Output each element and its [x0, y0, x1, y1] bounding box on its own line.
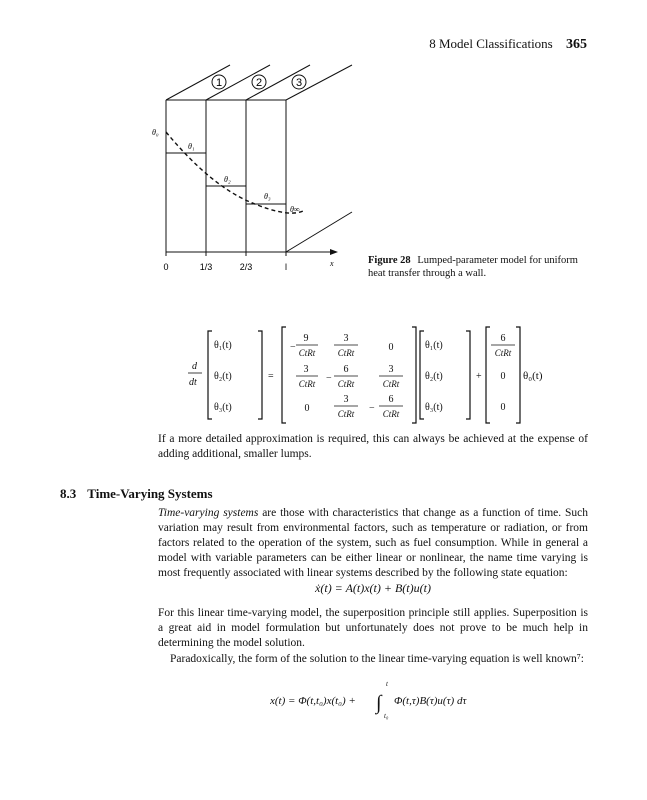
- a33-den: CtRt: [382, 409, 400, 419]
- lump-label-1: 1: [215, 77, 223, 89]
- svg-text:−: −: [326, 373, 332, 384]
- deriv-num: d: [192, 361, 197, 372]
- x-axis-label: x: [330, 259, 334, 268]
- svg-text:−: −: [369, 403, 375, 414]
- caption-text: Lumped-parameter model for uniform heat transfer through a wall.: [368, 255, 578, 279]
- a22-num: 6: [343, 364, 349, 375]
- plus-sign: +: [476, 371, 482, 382]
- theta-inf-label: θ∞: [290, 205, 300, 214]
- a23-num: 3: [388, 364, 394, 375]
- para-time-varying: [158, 506, 588, 581]
- b3: 0: [500, 402, 506, 413]
- solution-lhs: x(t) = Φ(t,t₀)x(t₀) +: [270, 695, 356, 707]
- integral-upper: t: [386, 680, 388, 688]
- a13: 0: [388, 342, 394, 353]
- para-detail: If a more detailed approximation is required, this can always be achieved at the expense of adding additional, smaller lumps.: [158, 433, 588, 460]
- para-superposition: For this linear time-varying model, the superposition principle still applies. Superposition is a great aid in model formulation but unfortunately does not prove to be much help in determining the model solution.: [158, 607, 588, 649]
- temperature-profile: [166, 132, 305, 213]
- theta0-label: θ₀: [152, 128, 159, 137]
- solution-equation: [270, 674, 500, 724]
- integrand: Φ(t,τ)B(τ)u(τ) dτ: [394, 695, 467, 707]
- a33-num: 6: [388, 394, 394, 405]
- lhs-theta3: θ₃(t): [214, 402, 232, 413]
- lump-label-2: 2: [255, 77, 263, 89]
- chapter-title: 8 Model Classifications: [429, 36, 553, 51]
- theta3-label: θ₃: [264, 192, 271, 201]
- caption-label: Figure 28: [368, 255, 411, 266]
- integral-lower: t₀: [384, 712, 389, 720]
- x-theta3: θ₃(t): [425, 402, 443, 413]
- a12-num: 3: [343, 333, 349, 344]
- a11-num: 9: [303, 333, 309, 344]
- matrix-equation: [186, 325, 526, 425]
- a21-den: CtRt: [298, 379, 316, 389]
- deriv-den: dt: [189, 377, 197, 388]
- a31: 0: [304, 403, 310, 414]
- a32-num: 3: [343, 394, 349, 405]
- x-axis-arrow: [330, 249, 338, 255]
- tick-1: 1/3: [199, 262, 213, 272]
- figure-caption: [368, 254, 598, 280]
- b1-den: CtRt: [494, 348, 512, 358]
- tick-3: l: [285, 262, 287, 272]
- section-title: Time-Varying Systems: [87, 486, 213, 501]
- state-equation: ẋ(t) = A(t)x(t) + B(t)u(t): [315, 581, 431, 595]
- tick-0: 0: [163, 262, 169, 272]
- running-header: [429, 36, 587, 53]
- lump-label-3: 3: [295, 77, 303, 89]
- b2: 0: [500, 371, 506, 382]
- page-number: 365: [566, 37, 587, 52]
- lhs-theta1: θ₁(t): [214, 340, 232, 351]
- a12-den: CtRt: [337, 348, 355, 358]
- section-number: 8.3: [60, 486, 77, 501]
- a11-den: CtRt: [298, 348, 316, 358]
- para-rest: are those with characteristics that change as a function of time. Such variation may result from environmental factors, such as temperature or radiation, or from factors related to the operation of the system, such as fuel consumption. While in general a model with variable parameters can be either linear or nonlinear, the name time varying is most frequently associated with linear systems described by the following state equation:: [158, 507, 588, 579]
- a32-den: CtRt: [337, 409, 355, 419]
- para-em-term: Time-varying systems: [158, 507, 259, 519]
- equals-sign: =: [268, 371, 274, 382]
- section-heading: [60, 486, 213, 502]
- tick-2: 2/3: [239, 262, 253, 272]
- a22-den: CtRt: [337, 379, 355, 389]
- lhs-theta2: θ₂(t): [214, 371, 232, 382]
- para-paradox: Paradoxically, the form of the solution to the linear time-varying equation is well known⁷:: [170, 653, 584, 665]
- b1-num: 6: [500, 333, 506, 344]
- a23-den: CtRt: [382, 379, 400, 389]
- x-theta1: θ₁(t): [425, 340, 443, 351]
- svg-text:−: −: [290, 342, 296, 353]
- persp-line-bottom: [286, 212, 352, 252]
- a21-num: 3: [303, 364, 309, 375]
- theta1-label: θ₁: [188, 142, 195, 151]
- theta2-label: θ₂: [224, 175, 231, 184]
- x-theta2: θ₂(t): [425, 371, 443, 382]
- wall-lump-figure: [140, 60, 370, 285]
- input-theta0: θ₀(t): [523, 370, 543, 382]
- svg-text:∫: ∫: [376, 692, 382, 714]
